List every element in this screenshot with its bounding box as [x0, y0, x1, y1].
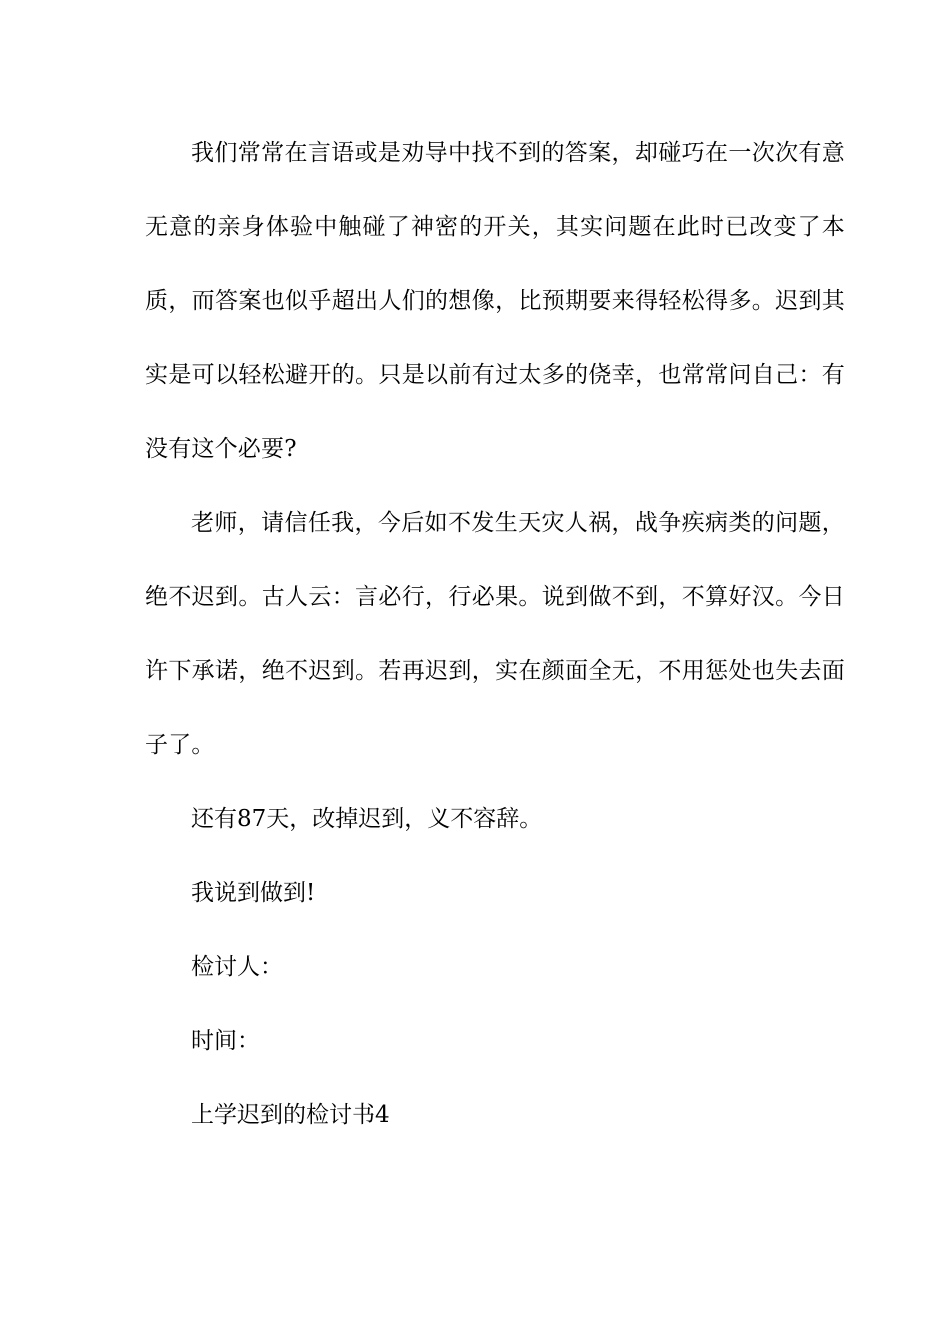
line-commitment: 我说到做到! — [191, 880, 316, 906]
line-signer-label: 检讨人： — [191, 954, 283, 980]
line-date-label: 时间： — [191, 1028, 260, 1054]
paragraph-promise: 老师，请信任我，今后如不发生天灾人祸，战争疾病类的问题，绝不迟到。古人云：言必行，行必果。说到做不到，不算好汉。今日许下承诺，绝不迟到。若再迟到，实在颜面全无，不用惩处也失去面子了。 — [145, 510, 845, 758]
paragraph-reflection: 我们常常在言语或是劝导中找不到的答案，却碰巧在一次次有意无意的亲身体验中触碰了神密的开关，其实问题在此时已改变了本质，而答案也似乎超出人们的想像，比预期要来得轻松得多。迟到其实是可以轻松避开的。只是以前有过太多的侥幸，也常常问自己：有没有这个必要? — [145, 140, 845, 462]
document-page — [145, 0, 845, 1152]
line-days-remaining: 还有87天，改掉迟到，义不容辞。 — [191, 806, 543, 832]
next-document-title: 上学迟到的检讨书4 — [191, 1102, 390, 1128]
